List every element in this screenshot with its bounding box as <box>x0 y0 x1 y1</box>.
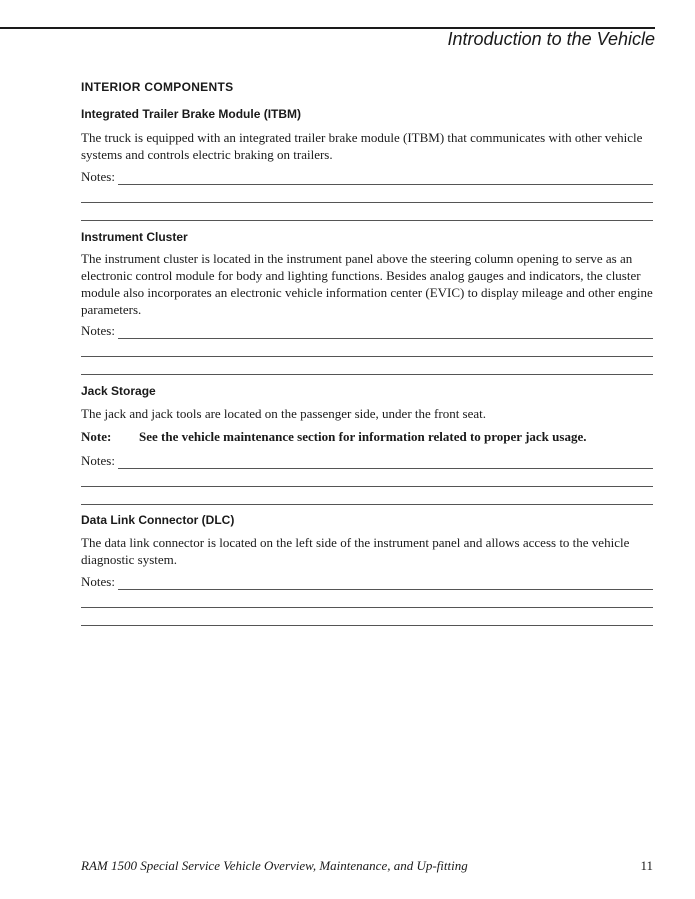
instrument-cluster-notes <box>81 322 653 375</box>
instrument-cluster-heading: Instrument Cluster <box>81 230 188 244</box>
notes-label: Notes: <box>81 574 115 589</box>
notes-line[interactable] <box>81 608 653 626</box>
itbm-notes <box>81 168 653 221</box>
jack-storage-paragraph: The jack and jack tools are located on the passenger side, under the front seat. <box>81 406 487 421</box>
itbm-heading: Integrated Trailer Brake Module (ITBM) <box>81 107 302 121</box>
footer-title: RAM 1500 Special Service Vehicle Overview, Maintenance, and Up-fitting <box>81 858 468 873</box>
notes-label: Notes: <box>81 453 115 468</box>
itbm-paragraph: The truck is equipped with an integrated trailer brake module (ITBM) that communicates with other vehicle systems and controls electric braking on trailers. <box>81 130 643 162</box>
notes-label: Notes: <box>81 169 115 184</box>
notes-line[interactable] <box>81 203 653 221</box>
notes-label: Notes: <box>81 323 115 338</box>
notes-line[interactable] <box>81 357 653 375</box>
notes-line[interactable] <box>81 487 653 505</box>
notes-line[interactable] <box>118 577 653 590</box>
dlc-paragraph: The data link connector is located on the left side of the instrument panel and allows access to the vehicle diagnostic system. <box>81 535 630 567</box>
dlc-heading: Data Link Connector (DLC) <box>81 513 235 527</box>
section-heading: INTERIOR COMPONENTS <box>81 80 234 94</box>
notes-line[interactable] <box>118 456 653 469</box>
jack-storage-heading: Jack Storage <box>81 384 156 398</box>
page-number: 11 <box>640 858 653 873</box>
notes-line[interactable] <box>81 339 653 357</box>
note-text: See the vehicle maintenance section for information related to proper jack usage. <box>139 429 587 444</box>
note-label: Note: <box>81 429 112 444</box>
instrument-cluster-paragraph: The instrument cluster is located in the instrument panel above the steering column opening to serve as an electronic control module for body and lighting functions. Besides analog gauges and indicators, the cluster module also incorporates an electronic vehicle information center (EVIC) to display mileage and other engine parameters. <box>81 251 653 317</box>
notes-line[interactable] <box>81 185 653 203</box>
notes-line[interactable] <box>118 326 653 339</box>
notes-line[interactable] <box>118 172 653 185</box>
page-header-title: Introduction to the Vehicle <box>447 29 655 49</box>
jack-usage-note <box>81 429 653 445</box>
notes-line[interactable] <box>81 469 653 487</box>
dlc-notes <box>81 573 653 626</box>
notes-line[interactable] <box>81 590 653 608</box>
jack-storage-notes <box>81 452 653 505</box>
